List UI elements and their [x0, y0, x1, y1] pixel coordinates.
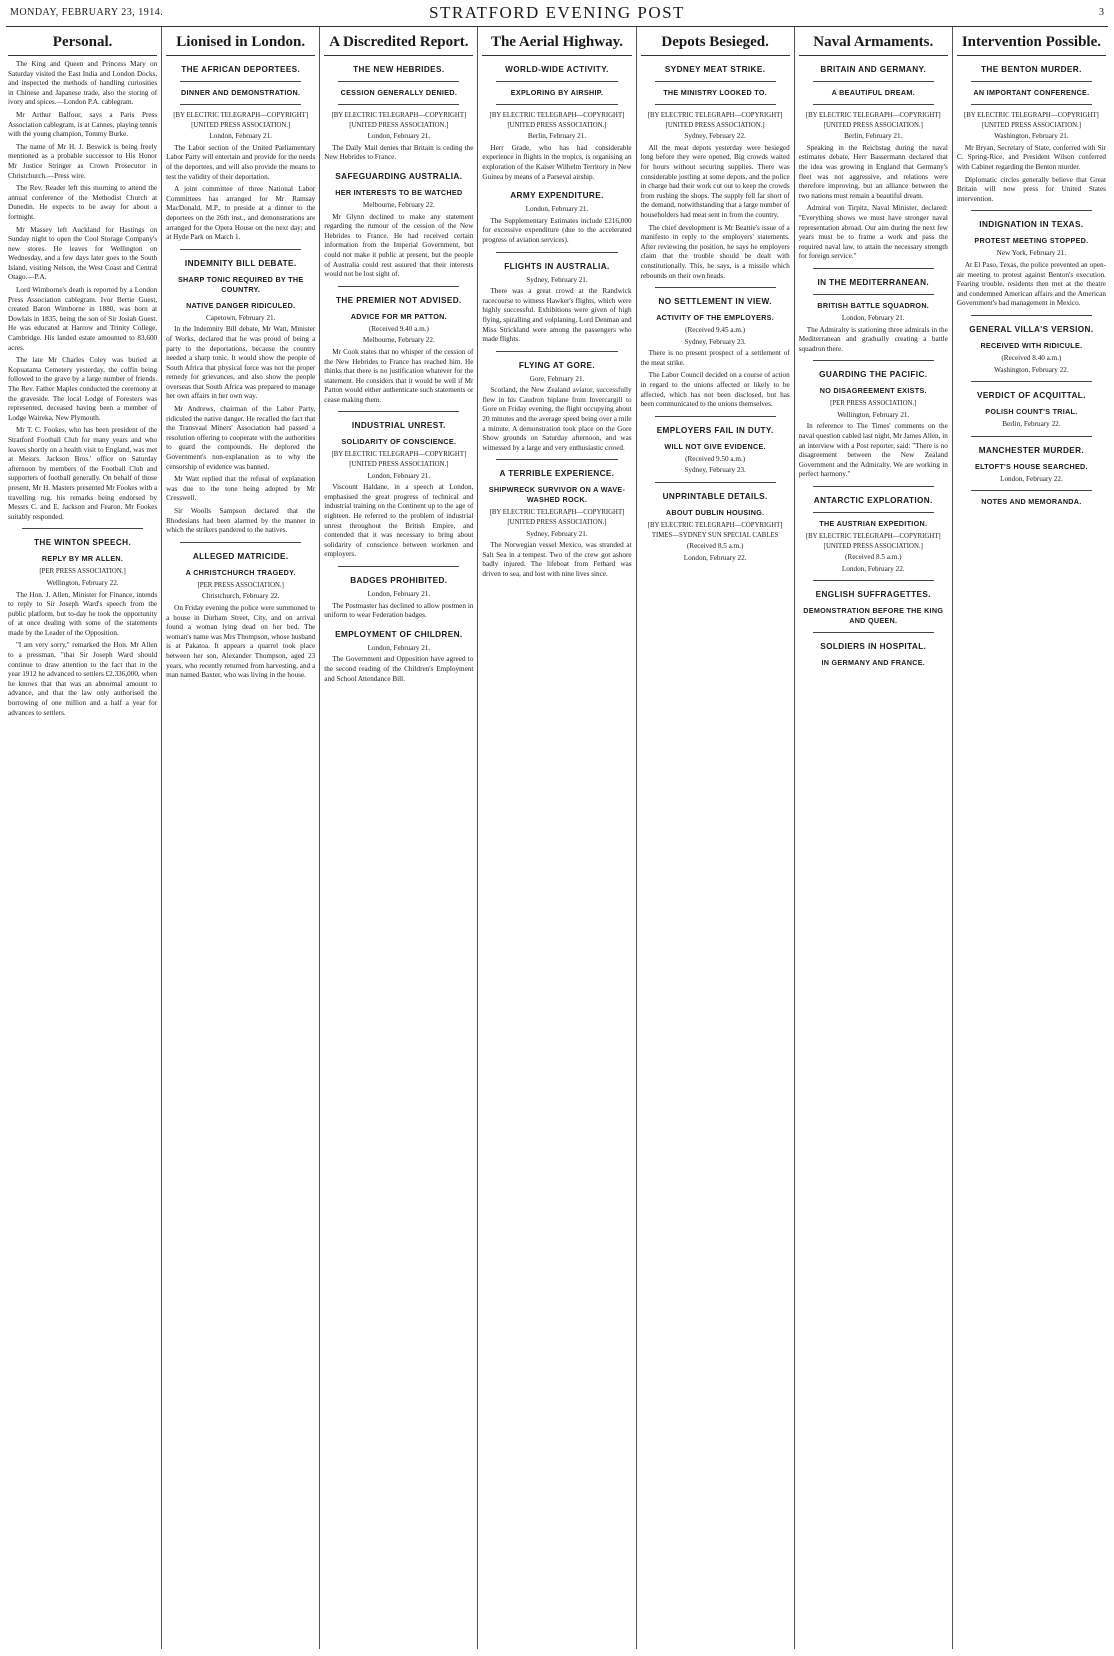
headline: SYDNEY MEAT STRIKE. — [664, 65, 766, 74]
subheadline: IN GERMANY AND FRANCE. — [821, 658, 926, 668]
headline: ENGLISH SUFFRAGETTES. — [815, 590, 931, 600]
paragraph: On Friday evening the police were summoned to a house in Durham Street, City, and on arrival found a woman lying dead on her bed. The woman's name was Mrs Thompson, whose husband is at Pakatoa. It appears a quarrel took place between her son, Alexander Thompson, aged 23 years, who recently returned from harvesting, and a man named Baxter, who was living in the house. — [166, 603, 316, 680]
dateline: Berlin, February 21. — [527, 132, 587, 141]
subheadline: ACTIVITY OF THE EMPLOYERS. — [656, 313, 775, 323]
dateline: (Received 8.40 a.m.) — [1001, 353, 1062, 362]
wire-credit: [BY ELECTRIC TELEGRAPH—COPYRIGHT] [UNITED PRESS ASSOCIATION.] — [173, 112, 309, 129]
wire-credit: [PER PRESS ASSOCIATION.] — [830, 400, 917, 408]
divider — [180, 249, 301, 250]
headline: NO SETTLEMENT IN VIEW. — [658, 297, 772, 307]
wire-credit: [BY ELECTRIC TELEGRAPH—COPYRIGHT] [UNITED PRESS ASSOCIATION.] — [331, 451, 467, 469]
column-1 — [4, 27, 161, 1649]
divider — [813, 512, 934, 513]
dateline: Wellington, February 21. — [837, 410, 910, 419]
subheadline: RECEIVED WITH RIDICULE. — [980, 340, 1083, 350]
headline: EMPLOYERS FAIL IN DUTY. — [656, 425, 774, 435]
dateline: London, February 22. — [1000, 474, 1063, 483]
paragraph: There was a great crowd at the Randwick racecourse to witness Hawker's flights, which were highly successful. Exhibitions were given of high flying, spiralling and volplaning, Lord Denman and Miss Strickland were among the passengers who made flights. — [482, 287, 632, 344]
divider — [180, 81, 301, 82]
headline: THE NEW HEBRIDES. — [353, 65, 445, 74]
dateline: London, February 21. — [209, 132, 273, 141]
paragraph: Lord Wimborne's death is reported by a London Press Association cablegram. Ivor Bertie Guest, created Baron Wimborne in 1880, was born at Dowlais in 1835, being the son of Sir Josiah Guest. He was educated at Harrow and Trinity College, Cambridge. His landed estate amounted to 83,600 acres. — [8, 286, 158, 352]
headline: INDEMNITY BILL DEBATE. — [184, 258, 297, 268]
headline: A TERRIBLE EXPERIENCE. — [499, 469, 615, 479]
divider — [813, 104, 934, 105]
paragraph: Mr Bryan, Secretary of State, conferred with Sir C. Spring-Rice, and President Wilson conferred with Cabinet regarding the Benton murder. — [956, 143, 1106, 171]
divider — [655, 81, 776, 82]
paragraph: At El Paso, Texas, the police prevented an open-air meeting to protest against Benton's execution. Fearing trouble, residents then met at the theatre and condemned American affairs and the American Government's bad management in Mexico. — [956, 260, 1106, 308]
divider — [338, 286, 459, 287]
dateline: Melbourne, February 22. — [362, 336, 435, 345]
divider — [655, 482, 776, 483]
dateline: Melbourne, February 22. — [362, 200, 435, 209]
divider — [180, 542, 301, 543]
paragraph: The Labor Council decided on a course of action in regard to the unions affected or likely to be affected, which has not been disclosed, but has been communicated to the unions themselves. — [640, 371, 790, 409]
headline: THE AFRICAN DEPORTEES. — [181, 65, 301, 74]
headline: INDIGNATION IN TEXAS. — [979, 220, 1084, 230]
subheadline: A CHRISTCHURCH TRAGEDY. — [185, 567, 296, 577]
newspaper-columns — [4, 27, 1110, 1649]
masthead — [6, 0, 1108, 27]
divider — [338, 81, 459, 82]
subheadline: DEMONSTRATION BEFORE THE KING AND QUEEN. — [803, 606, 944, 626]
column-4 — [477, 27, 635, 1649]
subheadline: SHARP TONIC REQUIRED BY THE COUNTRY. — [177, 274, 304, 294]
paragraph: Viscount Haldane, in a speech at London, emphasised the great progress of technical and industrial training on the Continent up to the age of eighteen. He referred to the problem of industrial unrest throughout the British Empire, and contended that it was necessary to bring about solidarity of conscience between workmen and employers. — [324, 483, 474, 559]
divider — [971, 315, 1092, 316]
column-heading: Depots Besieged. — [641, 33, 790, 56]
headline: SAFEGUARDING AUSTRALIA. — [335, 171, 463, 181]
wire-credit: [BY ELECTRIC TELEGRAPH—COPYRIGHT] [UNITED PRESS ASSOCIATION.] — [489, 112, 625, 129]
paragraph: Scotland, the New Zealand aviator, successfully flew in his Caudron biplane from Invercargill to Gore on Friday evening, the flight occupying about 20 minutes and the average speed being over a mile a minute. A demonstration took place on the Gore Show grounds on Saturday afternoon, and was witnessed by a large and very enthusiastic crowd. — [482, 386, 632, 452]
paragraph: The chief development is Mr Beattie's issue of a manifesto in reply to the employers' statements. After reviewing the position, he says he employers claim that the trouble should be dealt with constitutionally. This, he says, is a missile which rebounds on their own heads. — [640, 223, 790, 280]
wire-credit: [BY ELECTRIC TELEGRAPH—COPYRIGHT] [UNITED PRESS ASSOCIATION.] — [805, 112, 941, 129]
paragraph: The King and Queen and Princess Mary on Saturday visited the East India and London Docks, and inspected the methods of handling curiosities in Chinese and Japanese trade, also the storing of ivory and spices.—London P.A. cablegram. — [8, 60, 158, 107]
divider — [813, 632, 934, 633]
paragraph: Admiral von Tirpitz, Naval Minister, declared: "Everything shows we must have stronger naval representation abroad. Our aim during the next few years must be to frame a work and pass the required naval law, to attain the necessary strength for foreign service." — [798, 204, 948, 261]
divider — [496, 104, 617, 105]
paragraph: Mr Arthur Balfour, says a Paris Press Association cablegram, is at Cannes, playing tennis with the young champion, Tommy Burke. — [8, 110, 158, 139]
paragraph: The Government and Opposition have agreed to the second reading of the Children's Employment and School Attendance Bill. — [324, 655, 474, 683]
headline: WORLD-WIDE ACTIVITY. — [505, 65, 609, 74]
subheadline: EXPLORING BY AIRSHIP. — [510, 88, 604, 97]
page-number: 3 — [1099, 7, 1104, 18]
paragraph: Sir Woolls Sampson declared that the Rhodesians had been alarmed by the manner in which the strikers pandered to the natives. — [166, 507, 316, 535]
subheadline: THE MINISTRY LOOKED TO. — [663, 88, 768, 97]
divider — [971, 436, 1092, 437]
column-heading: A Discredited Report. — [324, 33, 473, 56]
paragraph: Herr Grade, who has had considerable experience in flights in the tropics, is organising an exploration of the Kaiser Wilhelm Territory in New Guinea by means of a Parseval airship. — [482, 143, 632, 181]
divider — [971, 104, 1092, 105]
subheadline: ABOUT DUBLIN HOUSING. — [665, 508, 765, 518]
dateline: Sydney, February 23. — [684, 466, 746, 475]
dateline: Berlin, February 22. — [1002, 420, 1061, 429]
subheadline: ADVICE FOR MR PATTON. — [350, 311, 447, 321]
paragraph: The Norwegian vessel Mexico, was stranded at Salt Sea in a tempest. Two of the crew got ashore badly injured. The lifeboat from Fethard was driven to sea, and lost with nine lives since. — [482, 541, 632, 578]
column-7 — [952, 27, 1110, 1649]
dateline: Gore, February 21. — [529, 374, 585, 383]
headline: MANCHESTER MURDER. — [978, 445, 1085, 455]
paragraph: In reference to The Times' comments on the naval question cabled last night, Mr James Allen, in an interview with a Post reporter, said: "There is no disagreement between the New Zealand Government and the Admiralty. We are working in perfect harmony." — [798, 422, 948, 479]
headline: ALLEGED MATRICIDE. — [192, 551, 289, 561]
paragraph: The Rev. Reader left this morning to attend the annual conference of the Methodist Church at Dunedin. He expects to be away for about a fortnight. — [8, 184, 158, 221]
subheadline: A BEAUTIFUL DREAM. — [831, 88, 915, 97]
paragraph: Diplomatic circles generally believe that Great Britain will now press for United States intervention. — [956, 175, 1106, 203]
divider — [971, 381, 1092, 382]
dateline: London, February 21. — [367, 471, 431, 480]
subheadline: AN IMPORTANT CONFERENCE. — [973, 88, 1090, 97]
paragraph: A joint committee of three National Labor Committees has arranged for Mr Ramsay MacDonald, M.P., to preside at a dinner to the deportees on the 26th inst., and demonstrations are arranged for the Opera House on the next day; and at Hyde Park on March 1. — [166, 185, 316, 242]
column-heading: The Aerial Highway. — [482, 33, 631, 56]
divider — [655, 416, 776, 417]
wire-credit: [BY ELECTRIC TELEGRAPH—COPYRIGHT] [UNITED PRESS ASSOCIATION.] — [805, 533, 941, 550]
divider — [338, 566, 459, 567]
divider — [971, 210, 1092, 211]
wire-credit: [BY ELECTRIC TELEGRAPH—COPYRIGHT] [UNITED PRESS ASSOCIATION.] — [964, 112, 1099, 129]
headline: ANTARCTIC EXPLORATION. — [813, 496, 933, 506]
column-heading: Personal. — [8, 33, 157, 56]
headline: VERDICT OF ACQUITTAL. — [976, 391, 1086, 401]
subheadline: PROTEST MEETING STOPPED. — [974, 236, 1089, 246]
column-heading: Lionised in London. — [166, 33, 315, 56]
dateline: Wellington, February 22. — [46, 578, 119, 587]
divider — [338, 411, 459, 412]
divider — [496, 351, 617, 352]
dateline: Sydney, February 23. — [684, 337, 746, 346]
wire-credit: [BY ELECTRIC TELEGRAPH—COPYRIGHT] TIMES—SYDNEY SUN SPECIAL CABLES — [647, 522, 783, 539]
dateline: (Received 9.45 a.m.) — [685, 326, 746, 335]
dateline: London, February 21. — [841, 313, 905, 322]
dateline: London, February 21. — [367, 643, 431, 652]
dateline: Capetown, February 21. — [205, 313, 276, 322]
divider — [655, 104, 776, 105]
column-heading: Intervention Possible. — [957, 33, 1106, 56]
divider — [496, 252, 617, 253]
wire-credit: [PER PRESS ASSOCIATION.] — [197, 581, 284, 589]
paragraph: The Postmaster has declined to allow postmen in uniform to wear Federation badges. — [324, 601, 474, 620]
headline: GENERAL VILLA'S VERSION. — [969, 324, 1094, 334]
newspaper-title: STRATFORD EVENING POST — [429, 3, 685, 22]
column-2 — [161, 27, 319, 1649]
headline: INDUSTRIAL UNREST. — [351, 421, 446, 431]
dateline: (Received 9.50 a.m.) — [685, 454, 746, 463]
wire-credit: [BY ELECTRIC TELEGRAPH—COPYRIGHT] [UNITED PRESS ASSOCIATION.] — [647, 112, 783, 129]
subheadline: THE AUSTRIAN EXPEDITION. — [819, 519, 928, 529]
subheadline: NOTES AND MEMORANDA. — [981, 497, 1082, 507]
headline: BADGES PROHIBITED. — [350, 576, 448, 585]
paragraph: Speaking in the Reichstag during the naval estimates debate, Herr Bassermann declared that the idea was growing in England that Germany's fleet was not aggressive, and relations were therefore improving, but an alliance between the two nations must remain a beautiful dream. — [798, 143, 948, 200]
paragraph: Mr Glynn declined to make any statement regarding the rumour of the cession of the New Hebrides to France. He had received certain information from the Imperial Government, but could not make it public at present, but the people of Australia could rest assured that their interests would not be lost sight of. — [324, 212, 474, 279]
subheadline: SHIPWRECK SURVIVOR ON A WAVE-WASHED ROCK. — [488, 485, 626, 505]
divider — [655, 287, 776, 288]
dateline: London, February 21. — [525, 205, 589, 214]
paragraph: In the Indemnity Bill debate, Mr Watt, Minister of Works, declared that he was proud of being a party to the deportations, because the country needed a sharp tonic. It would show the people of South Africa that physical force was not the proper remedy for grievances, and also show the people overseas that South Africa was prepared to manage her own affairs in her own way. — [166, 325, 316, 401]
dateline: London, February 22. — [841, 564, 905, 573]
subheadline: NO DISAGREEMENT EXISTS. — [819, 386, 927, 396]
paragraph: Mr Andrews, chairman of the Labor Party, ridiculed the native danger. He recalled the fact that the Transvaal Miners' Association had passed a resolution offering to cooperate with the authorities to guard the compounds. He deplored the Government's non-explanation as to why the censorship of evidence was banned. — [166, 405, 316, 471]
divider — [813, 268, 934, 269]
column-5 — [636, 27, 794, 1649]
dateline: London, February 21. — [367, 132, 431, 141]
divider — [813, 486, 934, 487]
headline: THE PREMIER NOT ADVISED. — [335, 295, 462, 305]
divider — [813, 360, 934, 361]
subheadline: NATIVE DANGER RIDICULED. — [186, 300, 296, 310]
divider — [496, 459, 617, 460]
paragraph: The Daily Mail denies that Britain is ceding the New Hebrides to France. — [324, 143, 474, 162]
column-6 — [794, 27, 952, 1649]
subheadline: POLISH COUNT'S TRIAL. — [985, 407, 1078, 417]
dateline: (Received 8.5 a.m.) — [845, 553, 902, 562]
subheadline: REPLY BY MR ALLEN. — [41, 554, 124, 564]
dateline: Sydney, February 21. — [526, 529, 588, 538]
divider — [813, 580, 934, 581]
dateline: London, February 21. — [367, 590, 431, 598]
paragraph: The Supplementary Estimates include £216,000 for excessive expenditure (due to the accelerated progress of aviation services). — [482, 216, 632, 244]
divider — [813, 81, 934, 82]
divider — [496, 81, 617, 82]
subheadline: ELTOFT'S HOUSE SEARCHED. — [974, 461, 1088, 471]
headline: FLIGHTS IN AUSTRALIA. — [504, 261, 610, 271]
dateline: Christchurch, February 22. — [201, 592, 280, 601]
column-heading: Naval Armaments. — [799, 33, 948, 56]
headline: THE WINTON SPEECH. — [34, 538, 132, 548]
subheadline: WILL NOT GIVE EVIDENCE. — [664, 441, 766, 451]
subheadline: HER INTERESTS TO BE WATCHED — [335, 187, 463, 197]
paragraph: The Admiralty is stationing three admirals in the Mediterranean and gradually creating a battle squadron there. — [798, 325, 948, 353]
wire-credit: [PER PRESS ASSOCIATION.] — [39, 568, 126, 576]
paragraph: Mr Cook states that no whisper of the cession of the New Hebrides to France has reached him. He thinks that there is no justification whatever for the statement. He considers that it would be well if Mr Patton would either authenticate such statements or cease making them. — [324, 347, 474, 404]
divider — [971, 490, 1092, 491]
divider — [971, 81, 1092, 82]
column-3 — [319, 27, 477, 1649]
divider — [180, 104, 301, 105]
paragraph: The Labor section of the United Parliamentary Labor Party will entertain and provide for the needs of the deportees, and will also provide the means to test the validity of their deportation. — [166, 143, 316, 181]
dateline: Sydney, February 21. — [526, 275, 588, 284]
subheadline: BRITISH BATTLE SQUADRON. — [817, 300, 930, 310]
paragraph: Mr T. C. Fookes, who has been president of the Stratford Football Club for many years and who leaves shortly on a health visit to England, was met at Messrs. Jackson Bros.' office on Saturday afternoon by members of the Football Club and supporters of football generally. On behalf of those present, Mr H. Masters presented Mr Fookes with a travelling rug, his remarks being endorsed by Messrs C. and E. Jackson and Fearon. Mr Fookes suitably responded. — [8, 426, 158, 521]
dateline: Sydney, February 22. — [684, 132, 746, 141]
wire-credit: [BY ELECTRIC TELEGRAPH—COPYRIGHT] [UNITED PRESS ASSOCIATION.] — [331, 112, 467, 129]
headline: EMPLOYMENT OF CHILDREN. — [335, 629, 463, 639]
paragraph: "I am very sorry," remarked the Hon. Mr Allen to a pressman, "that Sir Joseph Ward should continue to draw attention to the fact that in the year 1912 he advanced to settlers £2,336,000, when he knows that that was an abnormal amount to advance, and that the law only authorised the borrowing of one million and a half a year for advances to settlers. — [8, 641, 158, 717]
headline: IN THE MEDITERRANEAN. — [817, 277, 930, 287]
paragraph: There is no present prospect of a settlement of the meat strike. — [640, 349, 790, 367]
dateline: Washington, February 21. — [994, 132, 1069, 141]
paragraph: Mr Massey left Auckland for Hastings on Sunday night to open the Cool Storage Company's new stores. He leaves for Wellington on Wednesday, and a few days later goes to the South Island, visiting Nelson, the West Coast and Central Otago.—P.A. — [8, 225, 158, 282]
subheadline: DINNER AND DEMONSTRATION. — [181, 88, 301, 97]
dateline: (Received 9.40 a.m.) — [368, 324, 429, 333]
headline: THE BENTON MURDER. — [981, 65, 1082, 74]
paragraph: Mr Watt replied that the refusal of explanation was due to the tone being adopted by Mr Cresswell. — [166, 475, 316, 503]
divider — [813, 294, 934, 295]
divider — [22, 528, 143, 529]
dateline: Berlin, February 21. — [844, 132, 903, 141]
paragraph: The late Mr Charles Coley was buried at Kopuatama Cemetery yesterday, the coffin being followed to the grave by a large number of friends. The Rev. Father Maples conducted the ceremony at the graveside. The local Lodge of Foresters was represented, deceased having been a member of Lodge Waireka, New Plymouth. — [8, 356, 158, 422]
paragraph: The name of Mr H. J. Beswick is being freely mentioned as a probable successor to His Honor Mr Justice Stringer as Crown Prosecutor in Christchurch.—Press wire. — [8, 142, 158, 180]
issue-date: MONDAY, FEBRUARY 23, 1914. — [10, 7, 164, 18]
headline: ARMY EXPENDITURE. — [510, 191, 604, 201]
subheadline: SOLIDARITY OF CONSCIENCE. — [341, 437, 457, 447]
headline: SOLDIERS IN HOSPITAL. — [820, 642, 927, 652]
headline: UNPRINTABLE DETAILS. — [662, 492, 768, 502]
paragraph: The Hon. J. Allen, Minister for Finance, intends to reply to Sir Joseph Ward's speech from the public platform, but to-day he took the opportunity of at once dealing with some of the statements made by the Leader of the Opposition. — [8, 590, 158, 637]
headline: GUARDING THE PACIFIC. — [819, 370, 928, 380]
dateline: Washington, February 22. — [994, 365, 1069, 374]
dateline: New York, February 21. — [996, 249, 1067, 258]
subheadline: CESSION GENERALLY DENIED. — [340, 88, 458, 97]
wire-credit: [BY ELECTRIC TELEGRAPH—COPYRIGHT] [UNITED PRESS ASSOCIATION.] — [489, 509, 625, 527]
headline: FLYING AT GORE. — [518, 360, 596, 370]
divider — [338, 104, 459, 105]
dateline: (Received 8.5 a.m.) — [686, 542, 744, 551]
paragraph: All the meat depots yesterday were besieged long before they were opened. Big crowds waited for hours without securing supplies. There was considerable jostling at some depots, and the police in charge had their work cut out to keep the crowds from rushing the shops. The supply fell far short of the demand, notwithstanding that a large number of householders had meat sent in from the country. — [640, 143, 790, 219]
dateline: London, February 22. — [683, 553, 747, 562]
headline: BRITAIN AND GERMANY. — [820, 65, 927, 74]
